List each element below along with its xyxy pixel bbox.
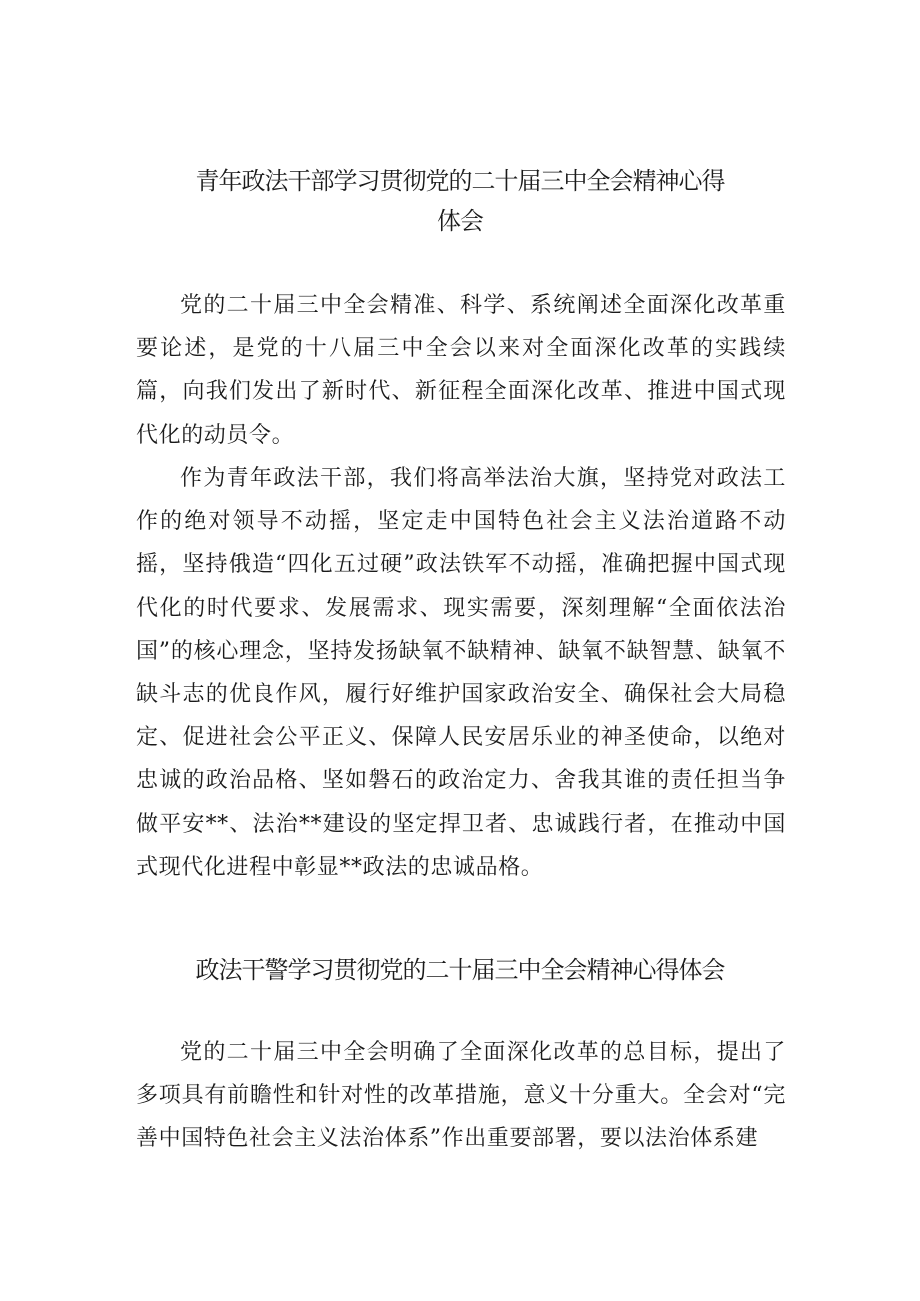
section1-title-line1: 青年政法干部学习贯彻党的二十届三中全会精神心得 [195, 167, 725, 195]
section2-title: 政法干警学习贯彻党的二十届三中全会精神心得体会 [195, 956, 725, 984]
section1-title-line2: 体会 [437, 207, 483, 235]
section2-paragraph-1: 党的二十届三中全会明确了全面深化改革的总目标，提出了多项具有前瞻性和针对性的改革措施，意义十分重大。全会对“完善中国特色社会主义法治体系”作出重要部署，要以法治体系建 [136, 1040, 786, 1152]
section1-paragraph-1: 党的二十届三中全会精准、科学、系统阐述全面深化改革重要论述，是党的十八届三中全会以来对全面深化改革的实践续篇，向我们发出了新时代、新征程全面深化改革、推进中国式现代化的动员令。 [136, 293, 786, 448]
section1-paragraph-2: 作为青年政法干部，我们将高举法治大旗，坚持党对政法工作的绝对领导不动摇，坚定走中国特色社会主义法治道路不动摇，坚持俄造“四化五过硬”政法铁军不动摇，准确把握中国式现代化的时代要求、发展需求、现实需要，深刻理解“全面依法治国”的核心理念，坚持发扬缺氧不缺精神、缺氧不缺智慧、缺氧不缺斗志的优良作风，履行好维护国家政治安全、确保社会大局稳定、促进社会公平正义、保障人民安居乐业的神圣使命，以绝对忠诚的政治品格、坚如磐石的政治定力、舍我其谁的责任担当争做平安**、法治**建设的坚定捍卫者、忠诚践行者，在推动中国式现代化进程中彰显**政法的忠诚品格。 [136, 466, 786, 880]
